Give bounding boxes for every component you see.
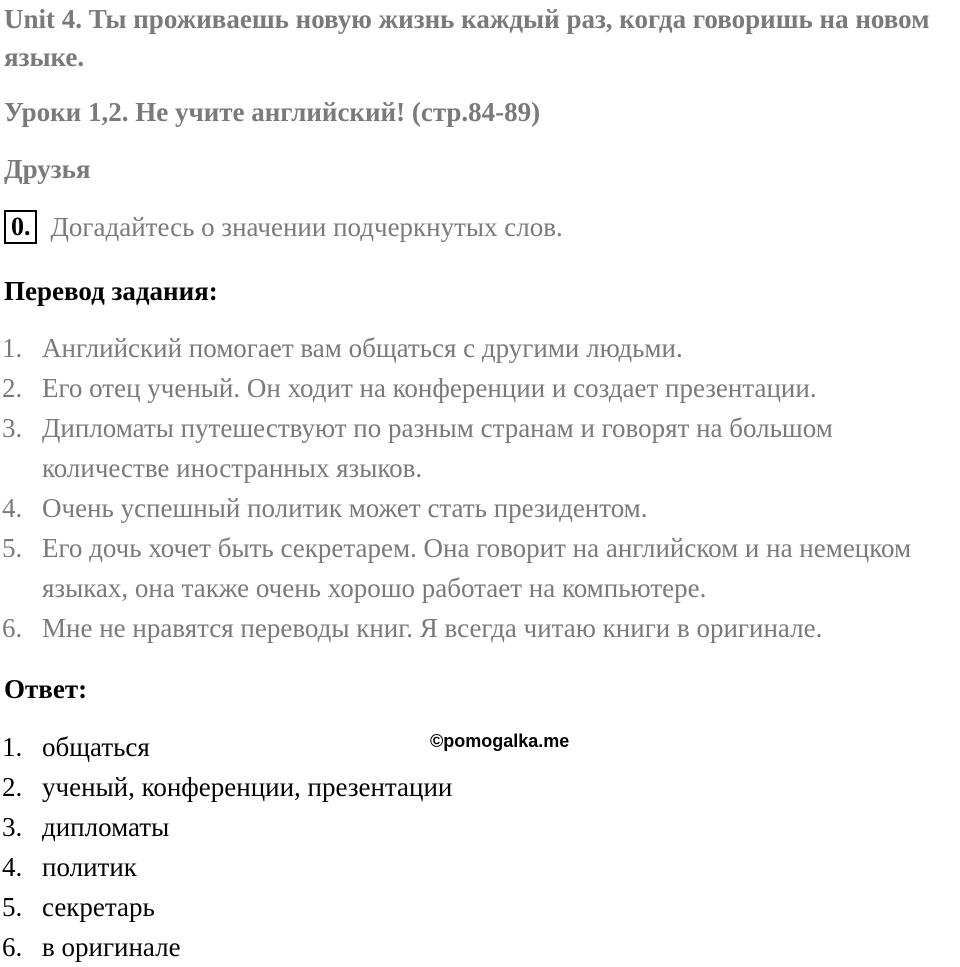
item-number: 1. <box>2 333 23 363</box>
list-item <box>0 767 955 807</box>
item-text: Его дочь хочет быть секретарем. Она говорит на английском и на немецком языках, она также очень хорошо работает на компьютере. <box>42 533 912 603</box>
item-text: Дипломаты путешествуют по разным странам и говорят на большом количестве иностранных языков. <box>42 413 833 483</box>
item-number: 5. <box>2 533 23 563</box>
item-text: политик <box>42 852 137 882</box>
task-number-box: 0. <box>4 210 37 244</box>
watermark: ©pomogalka.me <box>430 731 570 751</box>
list-item <box>0 887 955 927</box>
task-instruction: Догадайтесь о значении подчеркнутых слов. <box>50 211 563 242</box>
item-number: 6. <box>2 932 23 962</box>
translation-title: Перевод задания: <box>4 276 218 306</box>
translation-list <box>0 328 955 648</box>
task-instruction-row <box>4 210 563 244</box>
item-number: 4. <box>2 493 23 523</box>
item-text: секретарь <box>42 892 155 922</box>
item-number: 2. <box>2 772 23 802</box>
item-number: 5. <box>2 892 23 922</box>
item-number: 3. <box>2 413 23 443</box>
list-item <box>0 807 955 847</box>
item-text: Его отец ученый. Он ходит на конференции и создает презентации. <box>42 373 817 403</box>
list-item <box>0 368 955 408</box>
list-item <box>0 927 955 967</box>
unit-title: Unit 4. Ты проживаешь новую жизнь каждый раз, когда говоришь на новом языке. <box>4 4 930 72</box>
item-text: Мне не нравятся переводы книг. Я всегда читаю книги в оригинале. <box>42 613 823 643</box>
item-text: в оригинале <box>42 932 181 962</box>
list-item <box>0 328 955 368</box>
item-text: Английский помогает вам общаться с другими людьми. <box>42 333 683 363</box>
list-item <box>0 408 955 488</box>
list-item <box>0 608 955 648</box>
item-number: 2. <box>2 373 23 403</box>
item-number: 4. <box>2 852 23 882</box>
list-item <box>0 488 955 528</box>
item-text: Очень успешный политик может стать президентом. <box>42 493 648 523</box>
list-item <box>0 847 955 887</box>
list-item <box>0 528 955 608</box>
item-number: 3. <box>2 812 23 842</box>
item-text: ученый, конференции, презентации <box>42 772 453 802</box>
item-text: дипломаты <box>42 812 170 842</box>
item-number: 6. <box>2 613 23 643</box>
section-title: Друзья <box>4 154 91 184</box>
answer-title: Ответ: <box>4 674 88 704</box>
lessons-title: Уроки 1,2. Не учите английский! (стр.84-89) <box>4 97 541 127</box>
item-text: общаться <box>42 732 150 762</box>
answer-list <box>0 727 955 967</box>
item-number: 1. <box>2 732 23 762</box>
